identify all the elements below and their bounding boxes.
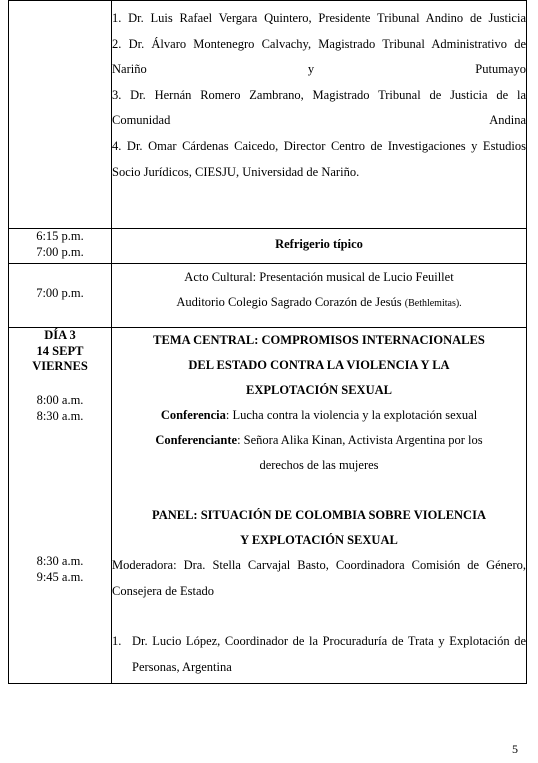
cultural-cell (112, 264, 527, 328)
cultural-venue-note: (Bethlemitas). (404, 298, 462, 309)
tema-central-line3: EXPLOTACIÓN SEXUAL (246, 383, 392, 397)
time-start: 8:00 a.m. (36, 392, 84, 407)
table-row (9, 328, 527, 684)
conferenciante-label: Conferenciante (155, 433, 238, 447)
cultural-line2 (112, 290, 526, 316)
panel-member-3: 3. Dr. Hernán Romero Zambrano, Magistrado Tribunal de Justicia de la Comunidad Andina (112, 87, 526, 128)
table-row (9, 1, 527, 229)
conferenciante-line (112, 428, 526, 453)
time: 7:00 p.m. (36, 285, 84, 300)
time-cell (9, 229, 112, 264)
panel-member-4: 4. Dr. Omar Cárdenas Caicedo, Director Centro de Investigaciones y Estudios Socio Jurídicos, CIESJU, Universidad de Nariño. (112, 138, 526, 179)
conferencia-text: : Lucha contra la violencia y la explotación sexual (225, 408, 478, 422)
panel-member-1: 1. Dr. Luis Rafael Vergara Quintero, Presidente Tribunal Andino de Justicia (112, 11, 526, 25)
panel-title-line1: PANEL: SITUACIÓN DE COLOMBIA SOBRE VIOLENCIA (152, 508, 486, 522)
day-label: DÍA 3 (44, 328, 76, 342)
conferencia-line (112, 403, 526, 428)
time-start: 8:30 a.m. (36, 553, 84, 568)
day3-content-cell (112, 328, 527, 684)
refrigerio-title: Refrigerio típico (112, 229, 527, 264)
list-item-number: 1. (112, 634, 122, 649)
list-item-text: Dr. Lucio López, Coordinador de la Procuraduría de Trata y Explotación de Personas, Argentina (132, 634, 526, 674)
list-item (112, 629, 526, 680)
panel-members-cell (112, 1, 527, 229)
panel-list (112, 629, 526, 680)
time-cell (9, 1, 112, 229)
day-weekday: VIERNES (32, 359, 88, 373)
day-date: 14 SEPT (36, 343, 84, 358)
program-table (8, 0, 527, 684)
panel-member-2: 2. Dr. Álvaro Montenegro Calvachy, Magistrado Tribunal Administrativo de Nariño y Putumayo (112, 36, 526, 77)
day-cell (9, 328, 112, 684)
table-row (9, 264, 527, 328)
conferenciante-text: : Señora Alika Kinan, Activista Argentina por los (237, 433, 483, 447)
moderadora: Moderadora: Dra. Stella Carvajal Basto, Coordinadora Comisión de Género, Consejera de Estado (112, 558, 526, 598)
cultural-line1: Acto Cultural: Presentación musical de Lucio Feuillet (184, 270, 454, 284)
conferenciante-line2: derechos de las mujeres (259, 458, 379, 472)
tema-central-line2: DEL ESTADO CONTRA LA VIOLENCIA Y LA (188, 358, 450, 372)
cultural-venue: Auditorio Colegio Sagrado Corazón de Jesús (176, 295, 402, 309)
tema-central-line1: TEMA CENTRAL: COMPROMISOS INTERNACIONALES (153, 333, 485, 347)
page-number: 5 (512, 742, 518, 756)
conferencia-label: Conferencia (160, 408, 226, 422)
time-cell (9, 264, 112, 328)
time-end: 7:00 p.m. (36, 244, 84, 259)
panel-title-line2: Y EXPLOTACIÓN SEXUAL (240, 533, 398, 547)
table-row (9, 229, 527, 264)
time-start: 6:15 p.m. (36, 229, 84, 243)
time-end: 8:30 a.m. (36, 409, 84, 423)
time-end: 9:45 a.m. (36, 570, 84, 584)
